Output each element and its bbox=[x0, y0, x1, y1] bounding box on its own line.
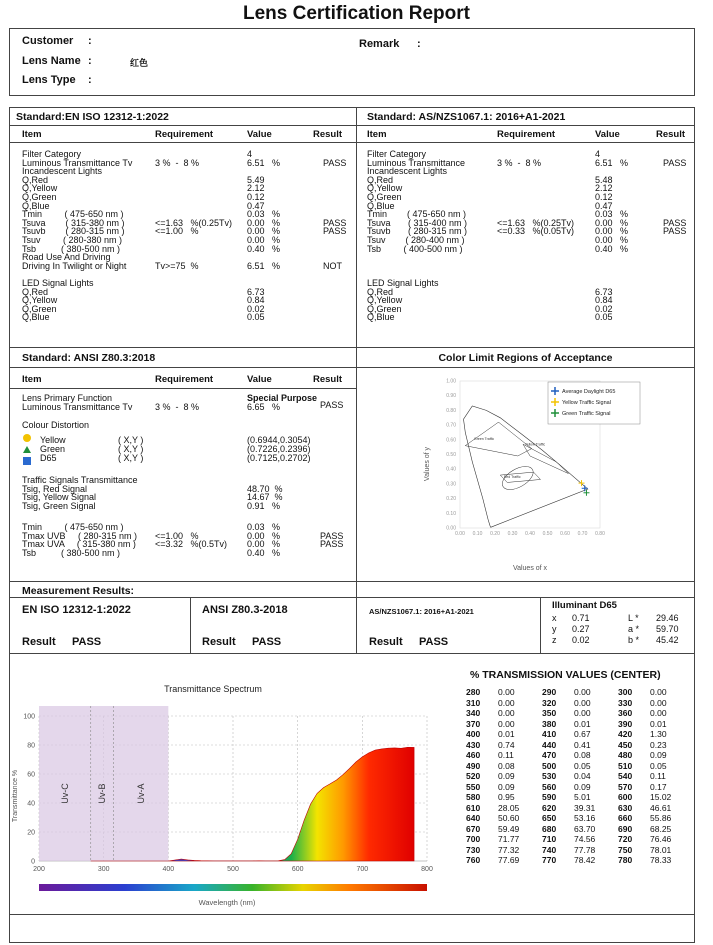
wavelength-cell: 300 bbox=[618, 687, 633, 697]
ansi-uv-values: 0.03 % 0.00 % 0.00 % 0.40 % bbox=[247, 522, 281, 558]
result-label-ansi: Result bbox=[202, 636, 236, 648]
transmission-value-cell: 77.32 bbox=[498, 844, 520, 855]
wavelength-cell: 370 bbox=[466, 718, 481, 729]
transmission-row bbox=[466, 813, 694, 824]
wavelength-cell: 310 bbox=[466, 697, 481, 708]
ansi-colour-distortion: Colour Distortion bbox=[22, 420, 90, 430]
spectrum-xtick: 700 bbox=[356, 866, 369, 873]
transmission-row bbox=[466, 698, 694, 709]
ansi-green-val: (0.7226,0.2396) bbox=[247, 444, 311, 454]
d65-square-icon bbox=[23, 457, 31, 465]
wavelength-cell: 410 bbox=[542, 729, 557, 739]
spectrum-xtick: 400 bbox=[162, 866, 175, 873]
spectrum-title: Transmittance Spectrum bbox=[164, 684, 262, 694]
transmission-value-cell: 0.00 bbox=[498, 697, 515, 708]
en-col-result: Result bbox=[313, 129, 343, 140]
transmission-row bbox=[466, 761, 694, 772]
transmission-value-cell: 63.70 bbox=[574, 823, 596, 834]
lens-name-value: 红色 bbox=[130, 58, 149, 68]
as-standard-header: Standard: AS/NZS1067.1: 2016+A1-2021 bbox=[367, 111, 566, 123]
transmission-value-cell: 0.01 bbox=[498, 729, 515, 739]
cie-ytick: 0.80 bbox=[446, 407, 456, 414]
yellow-dot-icon bbox=[23, 434, 31, 442]
cie-ylabel: Values of y bbox=[424, 446, 431, 482]
z-label: z bbox=[552, 635, 557, 645]
cie-xtick: 0.80 bbox=[595, 531, 605, 537]
as-col-requirement: Requirement bbox=[497, 129, 556, 140]
cie-ytick: 1.00 bbox=[446, 378, 456, 385]
transmission-value-cell: 0.41 bbox=[574, 739, 591, 750]
transmission-value-cell: 0.95 bbox=[498, 792, 515, 802]
transmission-value-cell: 0.67 bbox=[574, 729, 591, 739]
transmission-title: % TRANSMISSION VALUES (CENTER) bbox=[470, 669, 661, 681]
ansi-d65-xy: ( X,Y ) bbox=[118, 453, 144, 463]
transmission-value-cell: 0.00 bbox=[498, 708, 515, 718]
as-items: Filter Category Luminous Transmittance Incandescent Lights Q,Red Q,Yellow Q,Green Q,Blue Tmin ( 475-650 nm ) Tsuva ( 315-400 nm ) Tsuvb ( 280-315 nm ) Tsuv ( 280-400 nm ) Tsb ( 400-500 nm ) LED Signal Lights Q,Red Q,Yellow Q,Green Q,Blue bbox=[367, 149, 468, 323]
x-value: 0.71 bbox=[572, 613, 590, 623]
cie-xlabel: Values of x bbox=[512, 565, 548, 572]
wavelength-cell: 400 bbox=[466, 729, 481, 739]
wavelength-cell: 360 bbox=[618, 708, 633, 718]
uv-band-label: Uv-B bbox=[97, 783, 108, 804]
transmission-value-cell: 0.09 bbox=[650, 750, 667, 760]
wavelength-cell: 540 bbox=[618, 771, 633, 781]
transmission-value-cell: 5.01 bbox=[574, 792, 591, 802]
wavelength-cell: 570 bbox=[618, 781, 633, 792]
wavelength-cell: 640 bbox=[466, 813, 481, 823]
ansi-d65-val: (0.7125,0.2702) bbox=[247, 453, 311, 463]
a-value: 59.70 bbox=[656, 624, 679, 634]
uv-region bbox=[39, 706, 168, 861]
cie-ytick: 0.10 bbox=[446, 510, 456, 517]
wavelength-cell: 700 bbox=[466, 834, 481, 844]
wavelength-cell: 470 bbox=[542, 750, 557, 760]
transmission-value-cell: 0.09 bbox=[498, 781, 515, 792]
transmission-value-cell: 0.00 bbox=[574, 687, 591, 697]
b-label: b * bbox=[628, 635, 640, 645]
green-triangle-icon bbox=[23, 446, 31, 453]
wavelength-cell: 530 bbox=[542, 771, 557, 781]
result-value-ansi: PASS bbox=[252, 636, 282, 648]
chromaticity-chart bbox=[420, 376, 650, 576]
transmission-row bbox=[466, 708, 694, 719]
wavelength-cell: 660 bbox=[618, 813, 633, 823]
spectrum-xlabel: Wavelength (nm) bbox=[198, 898, 256, 907]
lens-type-colon: : bbox=[88, 74, 92, 86]
en-requirements: 3 % - 8 % <=1.63 %(0.25Tv) <=1.00 % Tv>=75 % bbox=[155, 157, 233, 271]
uv-band-label: Uv-A bbox=[135, 783, 146, 804]
cie-ytick: 0.70 bbox=[446, 422, 456, 429]
as-col-value: Value bbox=[595, 129, 620, 140]
l-value: 29.46 bbox=[656, 613, 679, 623]
wavelength-cell: 560 bbox=[542, 781, 557, 792]
transmission-value-cell: 0.74 bbox=[498, 739, 515, 750]
cie-xtick: 0.00 bbox=[455, 531, 465, 537]
transmission-value-cell: 0.11 bbox=[650, 771, 666, 781]
transmission-row bbox=[466, 792, 694, 803]
en-standard-header: Standard:EN ISO 12312-1:2022 bbox=[16, 111, 169, 123]
wavelength-cell: 740 bbox=[542, 844, 557, 855]
transmission-row bbox=[466, 750, 694, 761]
wavelength-cell: 590 bbox=[542, 792, 557, 802]
cie-ytick: 0.00 bbox=[446, 525, 456, 532]
transmission-row bbox=[466, 834, 694, 845]
spectrum-ytick: 80 bbox=[27, 742, 35, 750]
en-items: Filter Category Luminous Transmittance Tv Incandescent Lights Q,Red Q,Yellow Q,Green Q,Blue Tmin ( 475-650 nm ) Tsuva ( 315-380 nm ) Tsuvb ( 280-315 nm ) Tsuv ( 280-380 nm ) Tsb ( 380-500 nm ) Road Use And Driving Driving In Twilight or Night LED Signal Lights Q,Red Q,Yellow Q,Green Q,Blue bbox=[22, 149, 133, 323]
wavelength-cell: 680 bbox=[542, 823, 557, 834]
wavelength-cell: 350 bbox=[542, 708, 557, 718]
y-value: 0.27 bbox=[572, 624, 590, 634]
as-requirements: 3 % - 8 % <=1.63 %(0.25Tv) <=0.33 %(0.05Tv) bbox=[497, 157, 575, 237]
wavelength-color-bar bbox=[39, 884, 427, 891]
wavelength-cell: 290 bbox=[542, 687, 557, 697]
result-value-as: PASS bbox=[419, 636, 449, 648]
transmission-row bbox=[466, 719, 694, 730]
wavelength-cell: 450 bbox=[618, 739, 633, 750]
en-results: PASS PASS PASS NOT bbox=[323, 157, 347, 271]
spectrum-ytick: 40 bbox=[27, 800, 35, 808]
wavelength-cell: 770 bbox=[542, 855, 557, 865]
wavelength-cell: 320 bbox=[542, 697, 557, 708]
as-values: 4 6.51 % 5.48 2.12 0.12 0.47 0.03 % 0.00 % 0.00 % 0.00 % 0.40 % 6.73 0.84 0.02 0.05 bbox=[595, 149, 629, 323]
transmission-value-cell: 50.60 bbox=[498, 813, 520, 823]
result-value-en: PASS bbox=[72, 636, 102, 648]
ansi-col-item: Item bbox=[22, 374, 42, 385]
transmission-row bbox=[466, 687, 694, 698]
ansi-uv-items: Tmin ( 475-650 nm ) Tmax UVB ( 280-315 nm ) Tmax UVA ( 315-380 nm ) Tsb ( 380-500 nm ) bbox=[22, 522, 138, 558]
transmission-value-cell: 74.56 bbox=[574, 834, 596, 844]
transmission-row bbox=[466, 803, 694, 814]
transmission-value-cell: 0.04 bbox=[574, 771, 591, 781]
measurement-header: Measurement Results: bbox=[22, 585, 135, 597]
measurement-std-as: AS/NZS1067.1: 2016+A1-2021 bbox=[369, 607, 474, 616]
wavelength-cell: 620 bbox=[542, 802, 557, 813]
transmission-value-cell: 0.01 bbox=[650, 718, 667, 729]
transmission-value-cell: 39.31 bbox=[574, 802, 596, 813]
wavelength-cell: 430 bbox=[466, 739, 481, 750]
lens-name-label: Lens Name bbox=[22, 55, 81, 67]
customer-colon: : bbox=[88, 35, 92, 47]
transmission-value-cell: 78.33 bbox=[650, 855, 672, 865]
transmission-row bbox=[466, 740, 694, 751]
wavelength-cell: 610 bbox=[466, 802, 481, 813]
transmission-value-cell: 0.08 bbox=[574, 750, 591, 760]
wavelength-cell: 600 bbox=[618, 792, 633, 802]
wavelength-cell: 760 bbox=[466, 855, 481, 865]
transmission-row bbox=[466, 824, 694, 835]
wavelength-cell: 340 bbox=[466, 708, 481, 718]
wavelength-cell: 490 bbox=[466, 760, 481, 771]
wavelength-cell: 580 bbox=[466, 792, 481, 802]
transmission-value-cell: 0.00 bbox=[574, 697, 591, 708]
region-label: Red Traffic bbox=[503, 475, 521, 480]
en-col-item: Item bbox=[22, 129, 42, 140]
cie-ytick: 0.60 bbox=[446, 437, 456, 444]
ansi-yellow-label: Yellow bbox=[40, 435, 66, 445]
colour-distortion-icons bbox=[22, 433, 34, 467]
lens-name-colon: : bbox=[88, 55, 92, 67]
transmission-value-cell: 71.77 bbox=[498, 834, 520, 844]
transmission-value-cell: 0.05 bbox=[650, 760, 667, 771]
spectrum-xtick: 800 bbox=[421, 866, 433, 873]
transmission-row bbox=[466, 845, 694, 856]
transmission-value-cell: 59.49 bbox=[498, 823, 520, 834]
cie-ytick: 0.40 bbox=[446, 466, 456, 473]
wavelength-cell: 440 bbox=[542, 739, 557, 750]
wavelength-cell: 710 bbox=[542, 834, 557, 844]
header-box bbox=[9, 28, 695, 96]
wavelength-cell: 460 bbox=[466, 750, 481, 760]
remark-colon: : bbox=[417, 38, 421, 50]
transmittance-spectrum-chart bbox=[9, 678, 439, 910]
measurement-std-en: EN ISO 12312-1:2022 bbox=[22, 604, 131, 616]
ansi-traffic-values: 48.70 % 14.67 % 0.91 % bbox=[247, 483, 283, 511]
wavelength-cell: 330 bbox=[618, 697, 633, 708]
wavelength-cell: 510 bbox=[618, 760, 633, 771]
legend-label: Average Daylight D65 bbox=[562, 389, 616, 395]
as-col-result: Result bbox=[656, 129, 686, 140]
ansi-green-xy: ( X,Y ) bbox=[118, 444, 144, 454]
spectrum-ytick: 20 bbox=[27, 829, 35, 837]
region-label: Green Traffic bbox=[474, 436, 495, 441]
wavelength-cell: 550 bbox=[466, 781, 481, 792]
transmission-value-cell: 0.00 bbox=[650, 687, 667, 697]
cie-xtick: 0.50 bbox=[542, 531, 553, 537]
cie-xtick: 0.30 bbox=[507, 531, 518, 537]
legend-label: Yellow Traffic Signal bbox=[562, 400, 611, 406]
cie-xtick: 0.20 bbox=[490, 531, 500, 537]
measurement-std-ansi: ANSI Z80.3-2018 bbox=[202, 604, 288, 616]
cie-ytick: 0.20 bbox=[446, 496, 456, 503]
en-col-value: Value bbox=[247, 129, 272, 140]
transmission-value-cell: 0.00 bbox=[498, 687, 515, 697]
transmission-value-cell: 0.00 bbox=[650, 697, 667, 708]
transmission-value-cell: 28.05 bbox=[498, 802, 520, 813]
cie-ytick: 0.50 bbox=[446, 452, 456, 458]
transmission-row bbox=[466, 855, 694, 866]
ansi-standard-header: Standard: ANSI Z80.3:2018 bbox=[22, 352, 156, 364]
transmission-value-cell: 0.00 bbox=[498, 718, 515, 729]
color-limit-header: Color Limit Regions of Acceptance bbox=[438, 352, 613, 364]
b-value: 45.42 bbox=[656, 635, 679, 645]
spectrum-ytick: 60 bbox=[27, 771, 35, 779]
transmission-value-cell: 0.09 bbox=[498, 771, 515, 781]
x-label: x bbox=[552, 613, 557, 623]
uv-band-label: Uv-C bbox=[59, 783, 70, 804]
ansi-col-requirement: Requirement bbox=[155, 374, 214, 385]
illuminant-label: Illuminant D65 bbox=[552, 600, 617, 611]
customer-label: Customer bbox=[22, 35, 74, 47]
ansi-green-label: Green bbox=[40, 444, 66, 454]
result-label-as: Result bbox=[369, 636, 403, 648]
wavelength-cell: 780 bbox=[618, 855, 633, 865]
transmission-value-cell: 0.23 bbox=[650, 739, 667, 750]
wavelength-cell: 390 bbox=[618, 718, 633, 729]
transmission-row bbox=[466, 729, 694, 740]
cie-ytick: 0.90 bbox=[446, 393, 456, 400]
wavelength-cell: 690 bbox=[618, 823, 633, 834]
ansi-lens-primary-function: Lens Primary Function bbox=[22, 393, 113, 403]
ansi-special-purpose: Special Purpose bbox=[247, 393, 318, 403]
transmission-row bbox=[466, 771, 694, 782]
ansi-yellow-val: (0.6944,0.3054) bbox=[247, 435, 311, 445]
wavelength-cell: 520 bbox=[466, 771, 481, 781]
transmission-value-cell: 0.09 bbox=[574, 781, 591, 792]
transmission-value-cell: 78.42 bbox=[574, 855, 596, 865]
wavelength-cell: 500 bbox=[542, 760, 557, 771]
y-label: y bbox=[552, 624, 557, 634]
wavelength-cell: 480 bbox=[618, 750, 633, 760]
l-label: L * bbox=[628, 613, 639, 623]
transmission-value-cell: 15.02 bbox=[650, 792, 672, 802]
spectrum-xtick: 200 bbox=[33, 866, 45, 873]
remark-label: Remark bbox=[359, 38, 400, 50]
legend-label: Green Traffic Signal bbox=[562, 411, 611, 417]
ansi-lum-val: 6.65 % bbox=[247, 402, 281, 412]
wavelength-cell: 380 bbox=[542, 718, 557, 729]
transmission-value-cell: 0.17 bbox=[650, 781, 667, 792]
yellow-region bbox=[523, 444, 569, 473]
cie-xtick: 0.40 bbox=[525, 531, 535, 537]
transmission-value-cell: 77.69 bbox=[498, 855, 520, 865]
a-label: a * bbox=[628, 624, 640, 634]
wavelength-cell: 630 bbox=[618, 802, 633, 813]
transmission-value-cell: 1.30 bbox=[650, 729, 667, 739]
transmission-value-cell: 77.78 bbox=[574, 844, 596, 855]
transmission-value-cell: 0.01 bbox=[574, 718, 591, 729]
transmission-value-cell: 55.86 bbox=[650, 813, 672, 823]
transmission-value-cell: 78.01 bbox=[650, 844, 672, 855]
spectrum-ytick: 0 bbox=[31, 858, 35, 866]
wavelength-cell: 420 bbox=[618, 729, 633, 739]
wavelength-cell: 650 bbox=[542, 813, 557, 823]
wavelength-cell: 750 bbox=[618, 844, 633, 855]
cie-xtick: 0.10 bbox=[472, 531, 483, 537]
wavelength-cell: 730 bbox=[466, 844, 481, 855]
transmission-value-cell: 0.11 bbox=[498, 750, 514, 760]
ansi-uv-reqs: <=1.00 % <=3.32 %(0.5Tv) bbox=[155, 530, 228, 550]
transmission-value-cell: 0.00 bbox=[574, 708, 591, 718]
cie-xtick: 0.60 bbox=[560, 531, 570, 537]
wavelength-cell: 280 bbox=[466, 687, 481, 697]
as-col-item: Item bbox=[367, 129, 387, 140]
lens-type-label: Lens Type bbox=[22, 74, 76, 86]
spectrum-ylabel: Transmittance % bbox=[12, 769, 19, 823]
cie-xtick: 0.70 bbox=[577, 531, 588, 537]
transmission-table bbox=[466, 687, 694, 866]
transmission-value-cell: 53.16 bbox=[574, 813, 596, 823]
wavelength-cell: 720 bbox=[618, 834, 633, 844]
ansi-lum-res: PASS bbox=[320, 400, 344, 410]
spectrum-xtick: 500 bbox=[227, 866, 239, 873]
transmission-value-cell: 0.00 bbox=[650, 708, 667, 718]
transmission-value-cell: 68.25 bbox=[650, 823, 672, 834]
ansi-uv-results: PASS PASS bbox=[320, 530, 344, 550]
transmission-value-cell: 76.46 bbox=[650, 834, 672, 844]
ansi-traffic-items: Traffic Signals Transmittance Tsig, Red Signal Tsig, Yellow Signal Tsig, Green Signal bbox=[22, 475, 138, 511]
report-title: Lens Certification Report bbox=[243, 3, 470, 24]
result-label-en: Result bbox=[22, 636, 56, 648]
region-label: Yellow Traffic bbox=[524, 442, 546, 447]
ansi-yellow-xy: ( X,Y ) bbox=[118, 435, 144, 445]
transmission-value-cell: 46.61 bbox=[650, 802, 672, 813]
cie-ytick: 0.30 bbox=[446, 481, 456, 488]
z-value: 0.02 bbox=[572, 635, 590, 645]
ansi-lum-req: 3 % - 8 % bbox=[155, 402, 200, 412]
en-values: 4 6.51 % 5.49 2.12 0.12 0.47 0.03 % 0.00 % 0.00 % 0.00 % 0.40 % 6.51 % 6.73 0.84 0.02 0.05 bbox=[247, 149, 281, 323]
spectrum-xtick: 300 bbox=[97, 866, 110, 873]
wavelength-cell: 670 bbox=[466, 823, 481, 834]
spectrum-xtick: 600 bbox=[291, 866, 304, 873]
transmission-value-cell: 0.05 bbox=[574, 760, 591, 771]
ansi-d65-label: D65 bbox=[40, 453, 57, 463]
as-results: PASS PASS PASS bbox=[663, 157, 687, 237]
en-col-requirement: Requirement bbox=[155, 129, 214, 140]
spectrum-ytick: 100 bbox=[23, 713, 35, 721]
ansi-col-result: Result bbox=[313, 374, 343, 385]
transmission-row bbox=[466, 782, 694, 793]
ansi-col-value: Value bbox=[247, 374, 272, 385]
ansi-lum-trans: Luminous Transmittance Tv bbox=[22, 402, 133, 412]
transmission-value-cell: 0.08 bbox=[498, 760, 515, 771]
